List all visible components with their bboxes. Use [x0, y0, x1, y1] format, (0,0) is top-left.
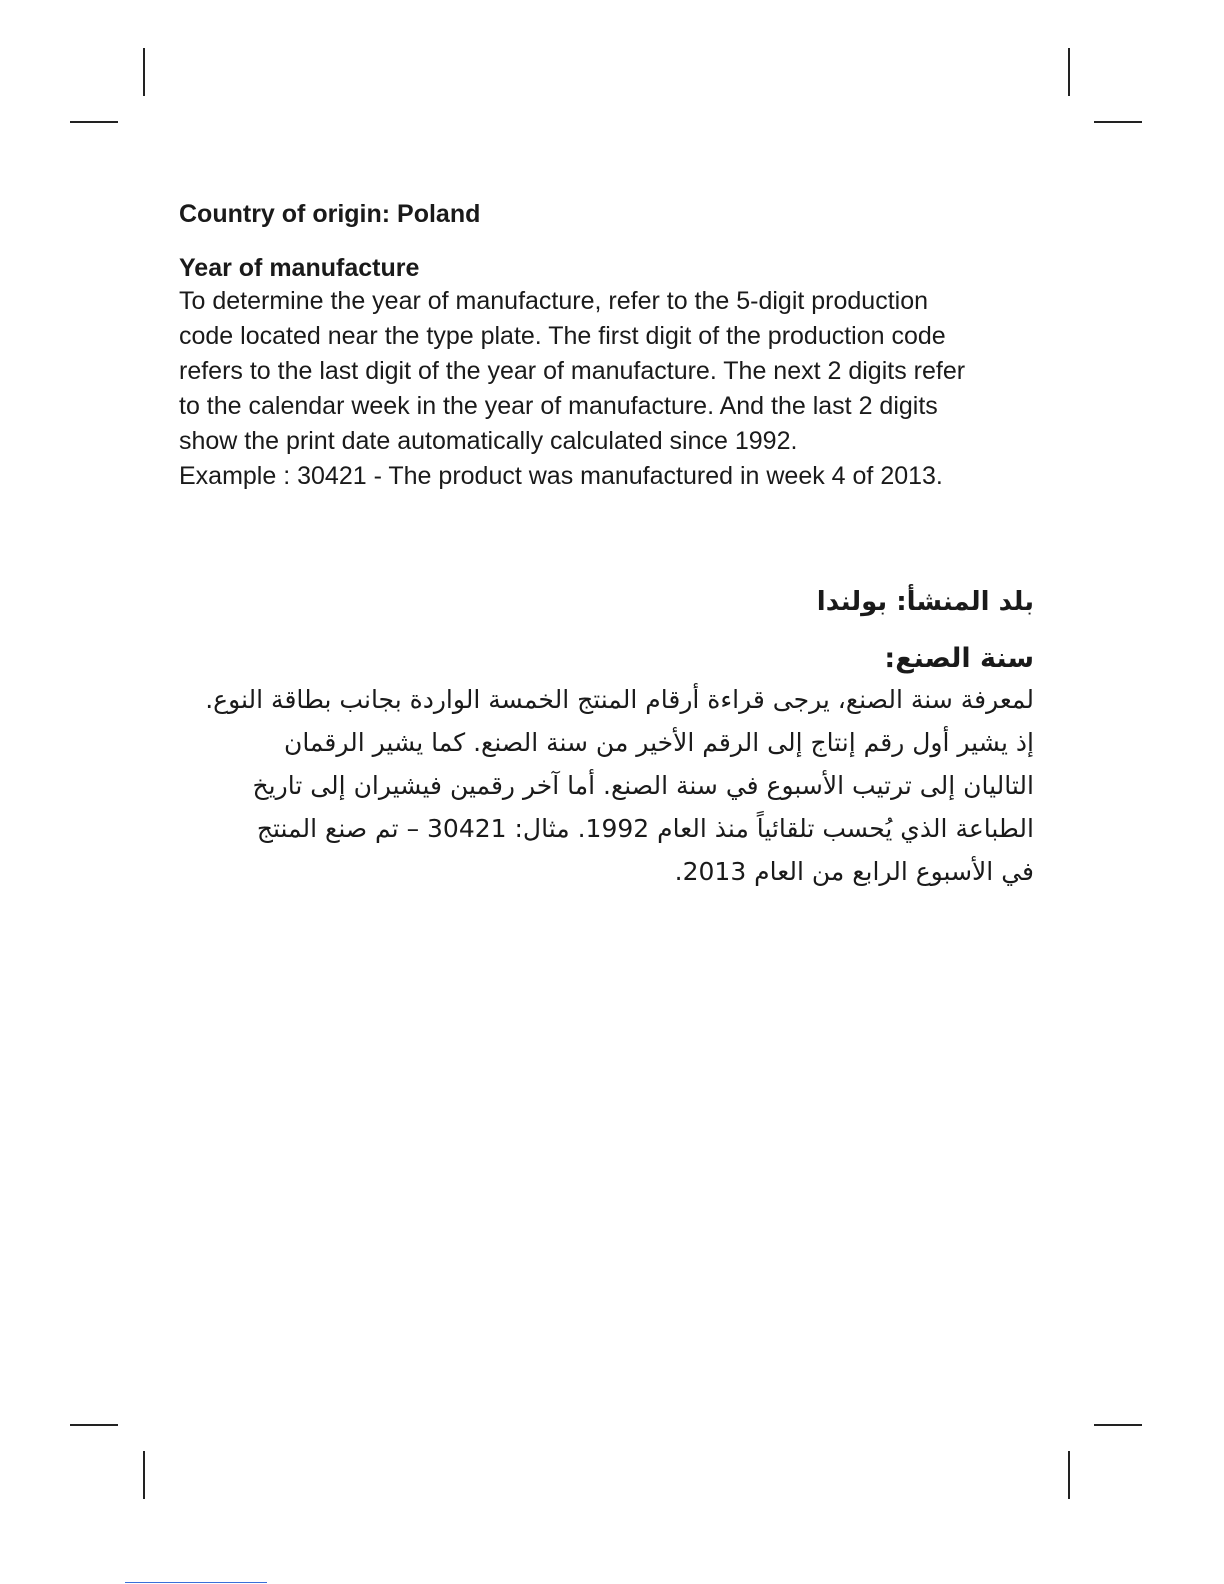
- body-line-ar: لمعرفة سنة الصنع، يرجى قراءة أرقام المنتج الخمسة الواردة بجانب بطاقة النوع.: [205, 685, 1034, 714]
- crop-mark-top-left-horizontal: [70, 121, 118, 123]
- country-of-origin-ar: بلد المنشأ: بولندا: [816, 587, 1034, 617]
- country-of-origin-en: Country of origin: Poland: [179, 200, 481, 228]
- crop-mark-top-right-horizontal: [1094, 121, 1142, 123]
- crop-mark-bottom-right-vertical: [1068, 1451, 1070, 1499]
- crop-mark-bottom-right-horizontal: [1094, 1424, 1142, 1426]
- year-of-manufacture-heading-en: Year of manufacture: [179, 254, 420, 282]
- body-line-en: code located near the type plate. The first digit of the production code: [179, 322, 946, 350]
- year-of-manufacture-body-en: [179, 284, 1049, 494]
- body-line-en: refers to the last digit of the year of manufacture. The next 2 digits refer: [179, 357, 966, 385]
- bottom-edge-rule: [125, 1582, 267, 1583]
- english-section: [179, 198, 1049, 494]
- body-line-ar: التاليان إلى ترتيب الأسبوع في سنة الصنع. أما آخر رقمين فيشيران إلى تاريخ: [252, 771, 1034, 800]
- arabic-section: [179, 584, 1034, 893]
- example-line-ar: في الأسبوع الرابع من العام 2013.: [674, 857, 1034, 886]
- body-line-en: show the print date automatically calculated since 1992.: [179, 427, 798, 455]
- body-line-ar: الطباعة الذي يُحسب تلقائياً منذ العام 1992. مثال: 30421 – تم صنع المنتج: [256, 814, 1034, 843]
- example-line-en: Example : 30421 - The product was manufactured in week 4 of 2013.: [179, 462, 943, 490]
- body-line-en: to the calendar week in the year of manufacture. And the last 2 digits: [179, 392, 938, 420]
- year-of-manufacture-body-ar: [179, 678, 1034, 893]
- crop-mark-top-right-vertical: [1068, 48, 1070, 96]
- body-line-en: To determine the year of manufacture, refer to the 5-digit production: [179, 287, 929, 315]
- year-of-manufacture-heading-ar: سنة الصنع:: [884, 643, 1034, 674]
- body-line-ar: إذ يشير أول رقم إنتاج إلى الرقم الأخير من سنة الصنع. كما يشير الرقمان: [283, 728, 1034, 757]
- crop-mark-top-left-vertical: [143, 48, 145, 96]
- crop-mark-bottom-left-vertical: [143, 1451, 145, 1499]
- crop-mark-bottom-left-horizontal: [70, 1424, 118, 1426]
